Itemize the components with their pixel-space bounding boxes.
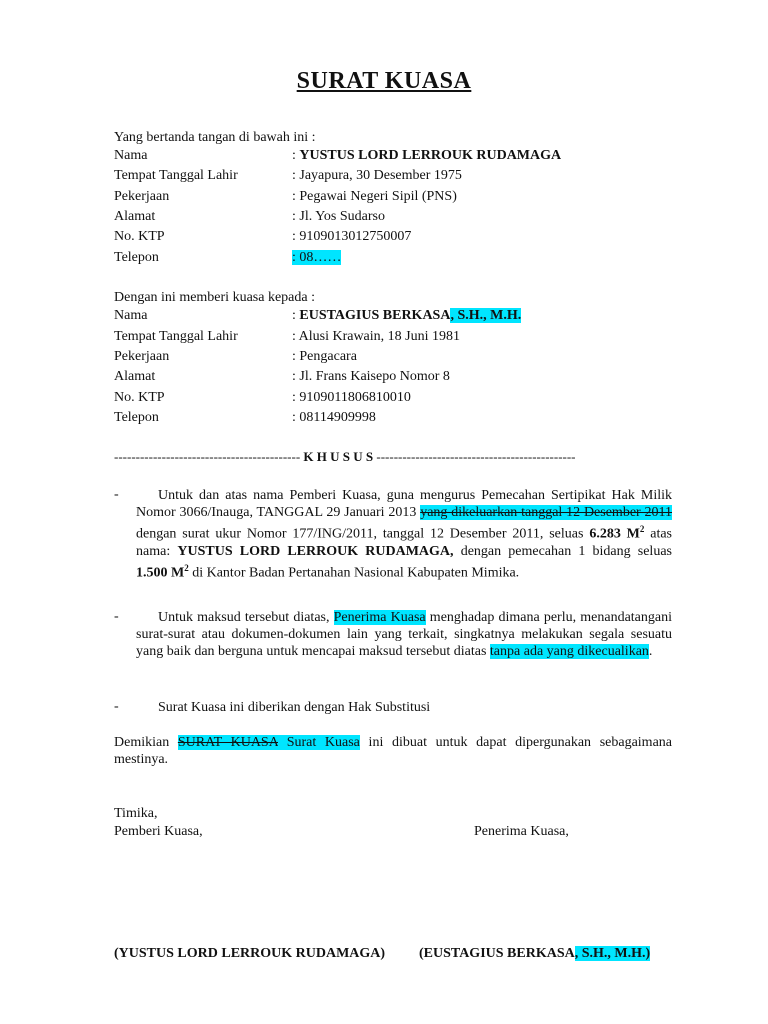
p1-sup-2: 2 bbox=[184, 562, 189, 573]
grantee-name: EUSTAGIUS BERKASA bbox=[299, 308, 451, 323]
grantor-address: Jl. Yos Sudarso bbox=[299, 209, 385, 224]
sig-grantee-title: , S.H., M.H.) bbox=[574, 946, 651, 961]
colon: : bbox=[292, 308, 296, 323]
p1-text-e: di Kantor Badan Pertanahan Nasional Kabupaten Mimika. bbox=[188, 565, 520, 581]
grantee-birth-value bbox=[292, 327, 460, 347]
grantor-birth: Jayapura, 30 Desember 1975 bbox=[299, 168, 462, 183]
signature-grantee bbox=[419, 946, 650, 962]
p2-text-b: menghadap dimana perlu, menandatangani surat-surat atau dokumen-dokumen lain yang terkait, singkatnya melakukan segala sesuatu yang baik dan berguna untuk mencapai maksud tersebut diatas bbox=[136, 610, 673, 659]
closing-highlight: Surat Kuasa bbox=[278, 735, 360, 750]
divider-right: ---------------------------------------------- bbox=[376, 449, 576, 464]
closing-text-b: ini dibuat untuk dapat dipergunakan sebagaimana mestinya. bbox=[114, 735, 673, 767]
grantee-job-label: Pekerjaan bbox=[114, 349, 170, 364]
p2-highlight-1: Penerima Kuasa bbox=[333, 610, 426, 625]
grantor-job-value bbox=[292, 187, 457, 207]
p1-owner: YUSTUS LORD LERROUK RUDAMAGA, bbox=[177, 543, 454, 559]
intro-grantee: Dengan ini memberi kuasa kepada : bbox=[114, 290, 315, 305]
colon: : bbox=[292, 209, 296, 224]
grantee-title: , S.H., M.H. bbox=[450, 308, 522, 323]
grantor-phone-label: Telepon bbox=[114, 250, 159, 265]
grantor-address-label: Alamat bbox=[114, 209, 156, 224]
grantee-ktp: 9109011806810010 bbox=[299, 390, 411, 405]
grantor-address-value bbox=[292, 207, 385, 227]
grantor-birth-value bbox=[292, 166, 462, 186]
grantor-job: Pegawai Negeri Sipil (PNS) bbox=[299, 189, 457, 204]
divider-left: ------------------------------------------- bbox=[114, 449, 301, 464]
colon: : bbox=[292, 168, 296, 183]
grantee-birth: Alusi Krawain, 18 Juni 1981 bbox=[298, 329, 461, 344]
khusus-label: K H U S U S bbox=[303, 449, 374, 464]
paragraph-1 bbox=[136, 487, 672, 581]
grantor-job-label: Pekerjaan bbox=[114, 189, 170, 204]
colon: : bbox=[292, 349, 296, 364]
p2-text-a: Untuk maksud tersebut diatas, bbox=[158, 610, 334, 625]
grantor-name-label: Nama bbox=[114, 148, 148, 163]
grantor-ktp: 9109013012750007 bbox=[299, 229, 412, 244]
grantee-job-value bbox=[292, 347, 357, 367]
colon: : bbox=[292, 189, 296, 204]
signature-grantor: (YUSTUS LORD LERROUK RUDAMAGA) bbox=[114, 946, 386, 961]
grantee-ktp-label: No. KTP bbox=[114, 390, 165, 405]
bullet-2: - bbox=[114, 609, 119, 624]
grantor-ktp-label: No. KTP bbox=[114, 229, 165, 244]
colon: : bbox=[292, 369, 296, 384]
colon: : bbox=[292, 410, 296, 425]
paragraph-2 bbox=[136, 609, 672, 660]
giver-label: Pemberi Kuasa, bbox=[114, 824, 203, 839]
bullet-3: - bbox=[114, 699, 119, 714]
colon: : bbox=[292, 329, 296, 344]
colon: : bbox=[292, 390, 296, 405]
colon: : bbox=[292, 229, 296, 244]
closing-text-a: Demikian bbox=[114, 735, 178, 750]
bullet-1: - bbox=[114, 487, 119, 502]
grantor-name: YUSTUS LORD LERROUK RUDAMAGA bbox=[299, 148, 562, 163]
p2-text-c: . bbox=[648, 644, 653, 659]
grantor-phone: 08…… bbox=[299, 250, 342, 265]
grantee-birth-label: Tempat Tanggal Lahir bbox=[114, 329, 238, 344]
p1-area-1: 6.283 M bbox=[589, 526, 640, 542]
grantee-name-value bbox=[292, 306, 521, 326]
receiver-label: Penerima Kuasa, bbox=[474, 824, 569, 839]
grantee-address: Jl. Frans Kaisepo Nomor 8 bbox=[299, 369, 450, 384]
p1-sup-1: 2 bbox=[639, 524, 645, 534]
document-title: SURAT KUASA bbox=[296, 68, 472, 94]
p1-text-a: Untuk dan atas nama Pemberi Kuasa, guna mengurus Pemecahan Sertipikat Hak Milik Nomor 3066/Inauga, TANGGAL 29 Januari 2013 bbox=[136, 488, 672, 520]
khusus-divider bbox=[114, 447, 576, 467]
grantee-address-label: Alamat bbox=[114, 369, 156, 384]
intro-grantor: Yang bertanda tangan di bawah ini : bbox=[114, 130, 316, 145]
closing-paragraph bbox=[114, 734, 672, 768]
p1-area-2: 1.500 M bbox=[136, 565, 185, 581]
grantee-name-label: Nama bbox=[114, 308, 148, 323]
colon: : bbox=[292, 148, 296, 163]
grantor-name-value bbox=[292, 146, 561, 166]
colon: : bbox=[292, 250, 296, 265]
grantee-ktp-value bbox=[292, 388, 411, 408]
paragraph-3: Surat Kuasa ini diberikan dengan Hak Substitusi bbox=[158, 700, 431, 715]
place: Timika, bbox=[114, 806, 158, 821]
grantor-phone-value bbox=[292, 248, 341, 268]
p1-struck-text: yang dikeluarkan tanggal 12 Desember 2011 bbox=[420, 505, 672, 520]
sig-grantee-name: (EUSTAGIUS BERKASA bbox=[419, 946, 575, 961]
closing-struck: SURAT KUASA bbox=[177, 735, 279, 750]
grantee-address-value bbox=[292, 367, 450, 387]
p1-text-d: dengan pemecahan 1 bidang seluas bbox=[453, 543, 672, 559]
grantee-phone-value bbox=[292, 408, 376, 428]
grantor-ktp-value bbox=[292, 227, 411, 247]
p2-highlight-2: tanpa ada yang dikecualikan bbox=[489, 644, 649, 659]
grantee-job: Pengacara bbox=[299, 349, 357, 364]
p1-text-b: dengan surat ukur Nomor 177/ING/2011, tanggal 12 Desember 2011, seluas bbox=[136, 526, 590, 542]
grantee-phone-label: Telepon bbox=[114, 410, 159, 425]
p1-text-c: atas nama: bbox=[136, 526, 673, 559]
grantor-birth-label: Tempat Tanggal Lahir bbox=[114, 168, 238, 183]
grantee-phone: 08114909998 bbox=[299, 410, 376, 425]
